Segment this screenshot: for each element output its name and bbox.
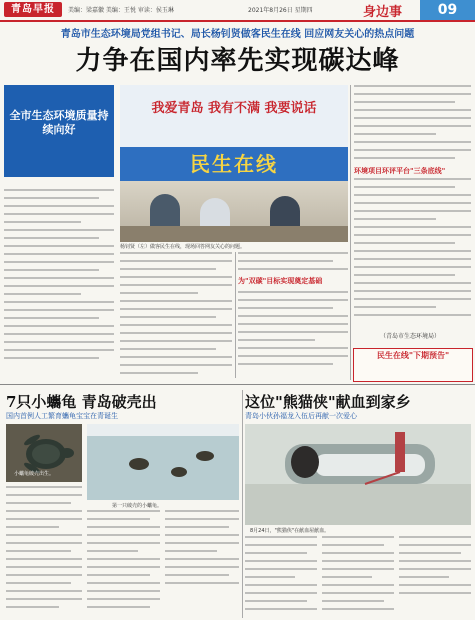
lead-headline: 力争在国内率先实现碳达峰 — [75, 46, 400, 76]
turtle-photo-caption: 小蠵龟破壳出生。 — [14, 471, 55, 477]
bear-subheadline: 青岛小伙孙福龙入伍后再献一次爱心 — [245, 412, 357, 420]
bear-body-col3 — [399, 536, 471, 600]
highlight-box-title: 全市生态环境质量持续向好 — [9, 109, 109, 136]
lead-photo — [120, 85, 348, 242]
lead-body-left — [4, 185, 114, 375]
lead-photo-caption: 杨钊贤（左）做客民生在线，现场回答网友关心的问题。 — [120, 244, 246, 250]
lead-body-right — [354, 178, 471, 328]
turtle-headline: 7只小蠵龟 青岛破壳出 — [6, 393, 157, 411]
tank-illustration — [87, 424, 239, 500]
lead-body-mid2 — [238, 252, 348, 380]
lead-byline: （青岛市生态环境局） — [380, 333, 441, 340]
editor-credits: 美编：梁嘉徽 美编：王悦 审读：侯玉琳 — [68, 7, 174, 14]
highlight-box — [4, 85, 114, 177]
lead-left-column — [4, 85, 114, 375]
photo-banner-text: 我爱青岛 我有不满 我要说话 — [151, 101, 317, 116]
bear-body-col1 — [245, 536, 317, 618]
hatchling-tank-photo — [87, 424, 239, 500]
tank-photo-caption: 第一只破壳的小蠵龟。 — [112, 503, 163, 509]
right-section-heading: 环境项目环评平台"三条底线" — [354, 167, 446, 175]
newspaper-logo: 青岛早报 — [4, 2, 62, 17]
section-title: 身边事 — [363, 5, 403, 20]
photo-studio-scene — [120, 181, 348, 242]
lead-subheadline: 青岛市生态环境局党组书记、局长杨钊贤做客民生在线 回应网友关心的热点问题 — [60, 29, 415, 40]
masthead-rule — [0, 20, 475, 22]
turtle-body-col1 — [6, 486, 82, 618]
photo-backdrop-brand: 民生在线 — [120, 147, 348, 181]
lead-body-right-top — [354, 85, 471, 163]
lead-body-mid1 — [120, 252, 232, 380]
turtle-body-col3 — [165, 510, 239, 602]
masthead — [0, 0, 475, 20]
page-number: 09 — [420, 0, 475, 20]
blood-donation-photo — [245, 424, 471, 525]
section-divider — [0, 384, 475, 385]
bear-body-col2 — [322, 536, 394, 618]
bear-photo-caption: 8月24日，"熊猫侠"在献血屋献血。 — [250, 528, 330, 534]
bear-headline: 这位"熊猫侠"献血到家乡 — [245, 393, 411, 411]
next-issue-notice — [353, 348, 473, 382]
donation-scene-illustration — [245, 424, 471, 525]
turtle-body-col2 — [87, 510, 160, 618]
studio-desk — [120, 226, 348, 242]
dateline: 2021年8月26日 星期四 — [248, 7, 313, 14]
turtle-subheadline: 国内首例人工繁育蠵龟宝宝在青诞生 — [6, 412, 118, 420]
notice-title: 民生在线"下期预告" — [376, 351, 450, 360]
mid-section-heading: 为"双碳"目标实现奠定基础 — [238, 277, 323, 285]
